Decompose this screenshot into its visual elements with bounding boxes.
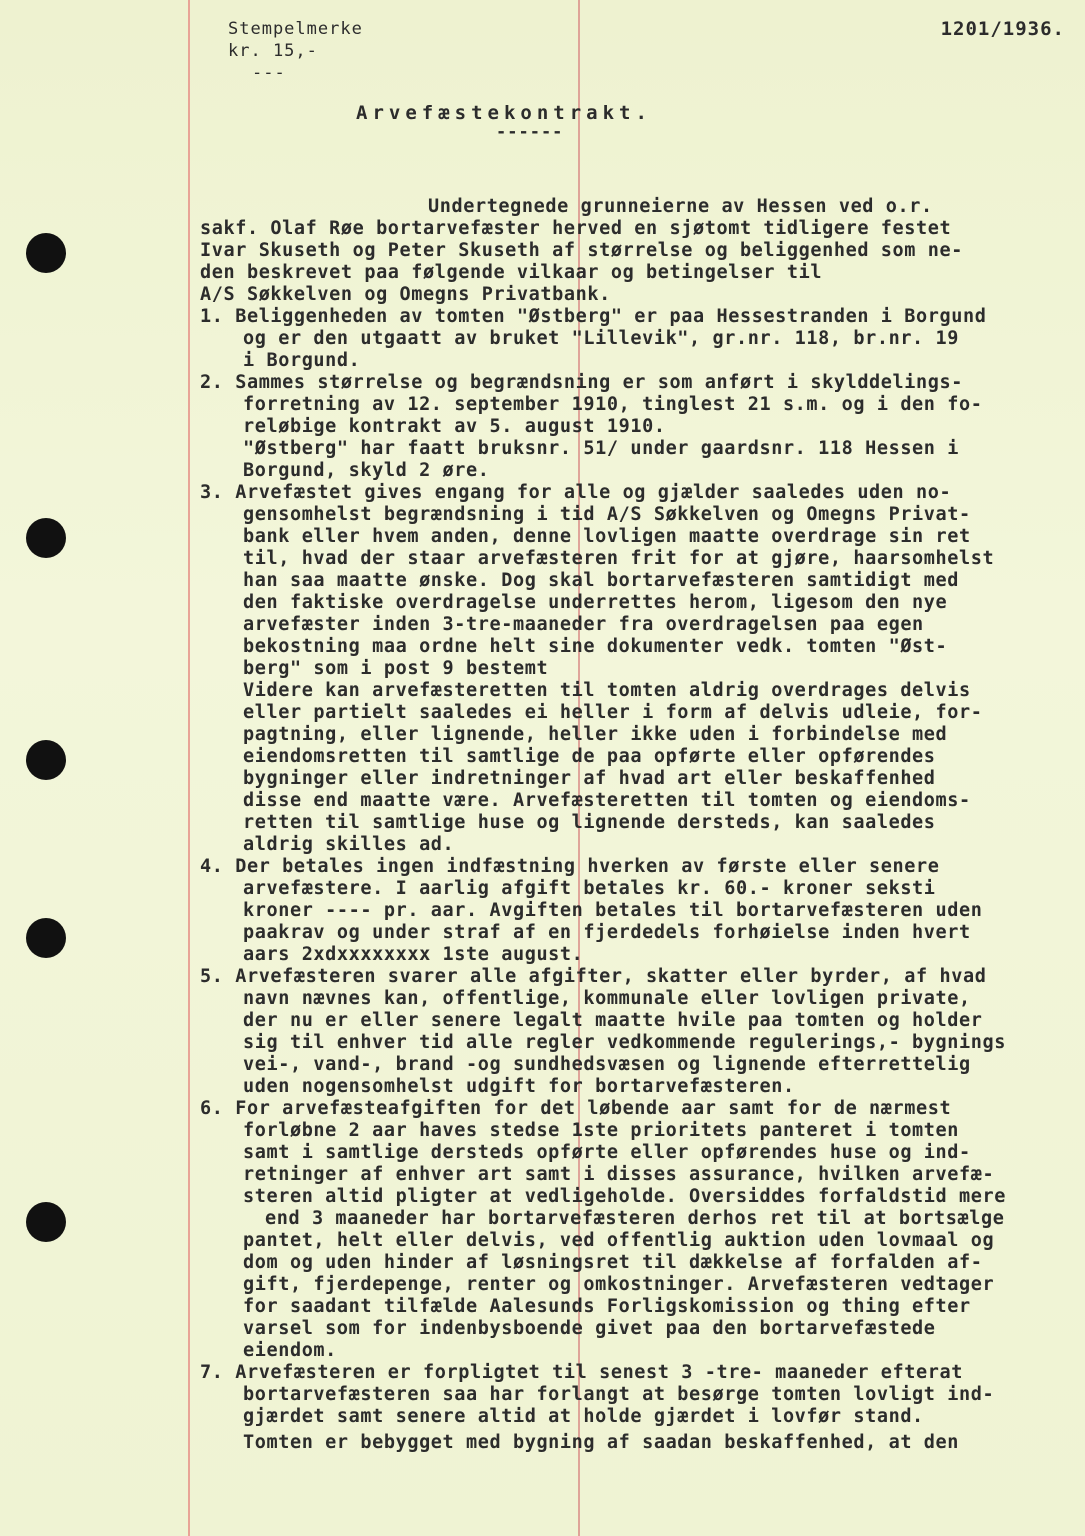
text-line: forløbne 2 aar haves stedse 1ste prioritets panteret i tomten [243, 1120, 960, 1141]
title-underline: ------ [496, 122, 564, 142]
text-line: til, hvad der staar arvefæsteren frit for at gjøre, haarsomhelst [243, 548, 995, 569]
text-line: pagtning, eller lignende, heller ikke uden i forbindelse med [243, 724, 948, 745]
text-line: bank eller hvem anden, denne lovligen maatte overdrage sin ret [243, 526, 971, 547]
document-title: Arvefæstekontrakt. [356, 102, 652, 124]
text-line: eiendom. [243, 1340, 337, 1361]
text-line: den faktiske overdragelse underrettes herom, ligesom den nye [243, 592, 948, 613]
stamp-line: Stempelmerke [228, 19, 363, 39]
text-line: steren altid pligter at vedligeholde. Oversiddes forfaldstid mere [243, 1186, 1006, 1207]
text-line: vei-, vand-, brand -og sundhedsvæsen og lignende efterrettelig [243, 1054, 971, 1075]
punch-hole [26, 918, 66, 958]
text-line: han saa maatte ønske. Dog skal bortarvefæsteren samtidigt med [243, 570, 960, 591]
text-line: dom og uden hinder af løsningsret til dækkelse af forfalden af- [243, 1252, 983, 1273]
punch-hole [26, 518, 66, 558]
text-line: aldrig skilles ad. [243, 834, 455, 855]
text-line: der nu er eller senere legalt maatte hvile paa tomten og holder [243, 1010, 983, 1031]
text-line: Ivar Skuseth og Peter Skuseth af størrelse og beliggenhed som ne- [200, 240, 963, 261]
text-line: arvefæster inden 3-tre-maaneder fra overdragelsen paa egen [243, 614, 924, 635]
text-line: bygninger eller indretninger af hvad art eller beskaffenhed [243, 768, 936, 789]
text-line: A/S Søkkelven og Omegns Privatbank. [200, 284, 611, 305]
text-line: 3. Arvefæstet gives engang for alle og gjælder saaledes uden no- [200, 482, 952, 503]
text-line: for saadant tilfælde Aalesunds Forligskomission og thing efter [243, 1296, 971, 1317]
text-line: end 3 maaneder har bortarvefæsteren derhos ret til at bortsælge [265, 1208, 1005, 1229]
text-line: kroner ---- pr. aar. Avgiften betales til bortarvefæsteren uden [243, 900, 983, 921]
text-line: Undertegnede grunneierne av Hessen ved o.r. [428, 196, 933, 217]
text-line: bekostning maa ordne helt sine dokumenter vedk. tomten "Øst- [243, 636, 948, 657]
text-line: gift, fjerdepenge, renter og omkostninger. Arvefæsteren vedtager [243, 1274, 995, 1295]
text-line: "Østberg" har faatt bruksnr. 51/ under gaardsnr. 118 Hessen i [243, 438, 960, 459]
text-line: arvefæstere. I aarlig afgift betales kr. 60.- kroner seksti [243, 878, 936, 899]
text-line: 7. Arvefæsteren er forpligtet til senest 3 -tre- maaneder efterat [200, 1362, 963, 1383]
text-line: samt i samtlige dersteds opførte eller opførendes huse og ind- [243, 1142, 971, 1163]
text-line: navn nævnes kan, offentlige, kommunale eller lovligen private, [243, 988, 971, 1009]
text-line: 1. Beliggenheden av tomten "Østberg" er paa Hessestranden i Borgund [200, 306, 987, 327]
text-line: aars 2xdxxxxxxxx 1ste august. [243, 944, 584, 965]
text-line: retninger af enhver art samt i disses assurance, hvilken arvefæ- [243, 1164, 995, 1185]
text-line: varsel som for indenbysboende givet paa den bortarvefæstede [243, 1318, 936, 1339]
text-line: sig til enhver tid alle regler vedkommende regulerings,- bygnings [243, 1032, 1006, 1053]
text-line: retten til samtlige huse og lignende dersteds, kan saaledes [243, 812, 936, 833]
punch-hole [26, 233, 66, 273]
text-line: forretning av 12. september 1910, tinglest 21 s.m. og i den fo- [243, 394, 983, 415]
text-line: disse end maatte være. Arvefæsteretten til tomten og eiendoms- [243, 790, 971, 811]
text-line: den beskrevet paa følgende vilkaar og betingelser til [200, 262, 823, 283]
stamp-line: kr. 15,- [228, 41, 318, 61]
text-line: Videre kan arvefæsteretten til tomten aldrig overdrages delvis [243, 680, 971, 701]
text-line: 4. Der betales ingen indfæstning hverken av første eller senere [200, 856, 940, 877]
stamp-line: --- [252, 63, 286, 83]
text-line: eller partielt saaledes ei heller i form af delvis udleie, for- [243, 702, 983, 723]
text-line: 2. Sammes størrelse og begrændsning er som anført i skylddelings- [200, 372, 963, 393]
text-line: pantet, helt eller delvis, ved offentlig auktion uden lovmaal og [243, 1230, 995, 1251]
text-line: gjærdet samt senere altid at holde gjærdet i lovfør stand. [243, 1406, 924, 1427]
text-line: bortarvefæsteren saa har forlangt at besørge tomten lovligt ind- [243, 1384, 995, 1405]
punch-hole [26, 740, 66, 780]
text-line: gensomhelst begrændsning i tid A/S Søkkelven og Omegns Privat- [243, 504, 971, 525]
text-line: reløbige kontrakt av 5. august 1910. [243, 416, 666, 437]
text-line: 5. Arvefæsteren svarer alle afgifter, skatter eller byrder, af hvad [200, 966, 987, 987]
punch-hole [26, 1202, 66, 1242]
text-line: i Borgund. [243, 350, 361, 371]
text-line: Tomten er bebygget med bygning af saadan beskaffenhed, at den [243, 1432, 960, 1453]
text-line: eiendomsretten til samtlige de paa opførte eller opførendes [243, 746, 936, 767]
text-line: berg" som i post 9 bestemt [243, 658, 549, 679]
stamp-note [228, 18, 363, 84]
text-line: sakf. Olaf Røe bortarvefæster herved en sjøtomt tidligere festet [200, 218, 952, 239]
document-number: 1201/1936. [940, 18, 1065, 40]
text-line: og er den utgaatt av bruket "Lillevik", gr.nr. 118, br.nr. 19 [243, 328, 960, 349]
text-line: uden nogensomhelst udgift for bortarvefæsteren. [243, 1076, 795, 1097]
text-line: 6. For arvefæsteafgiften for det løbende aar samt for de nærmest [200, 1098, 952, 1119]
margin-rule [188, 0, 190, 1536]
text-line: paakrav og under straf af en fjerdedels forhøielse inden hvert [243, 922, 971, 943]
text-line: Borgund, skyld 2 øre. [243, 460, 490, 481]
